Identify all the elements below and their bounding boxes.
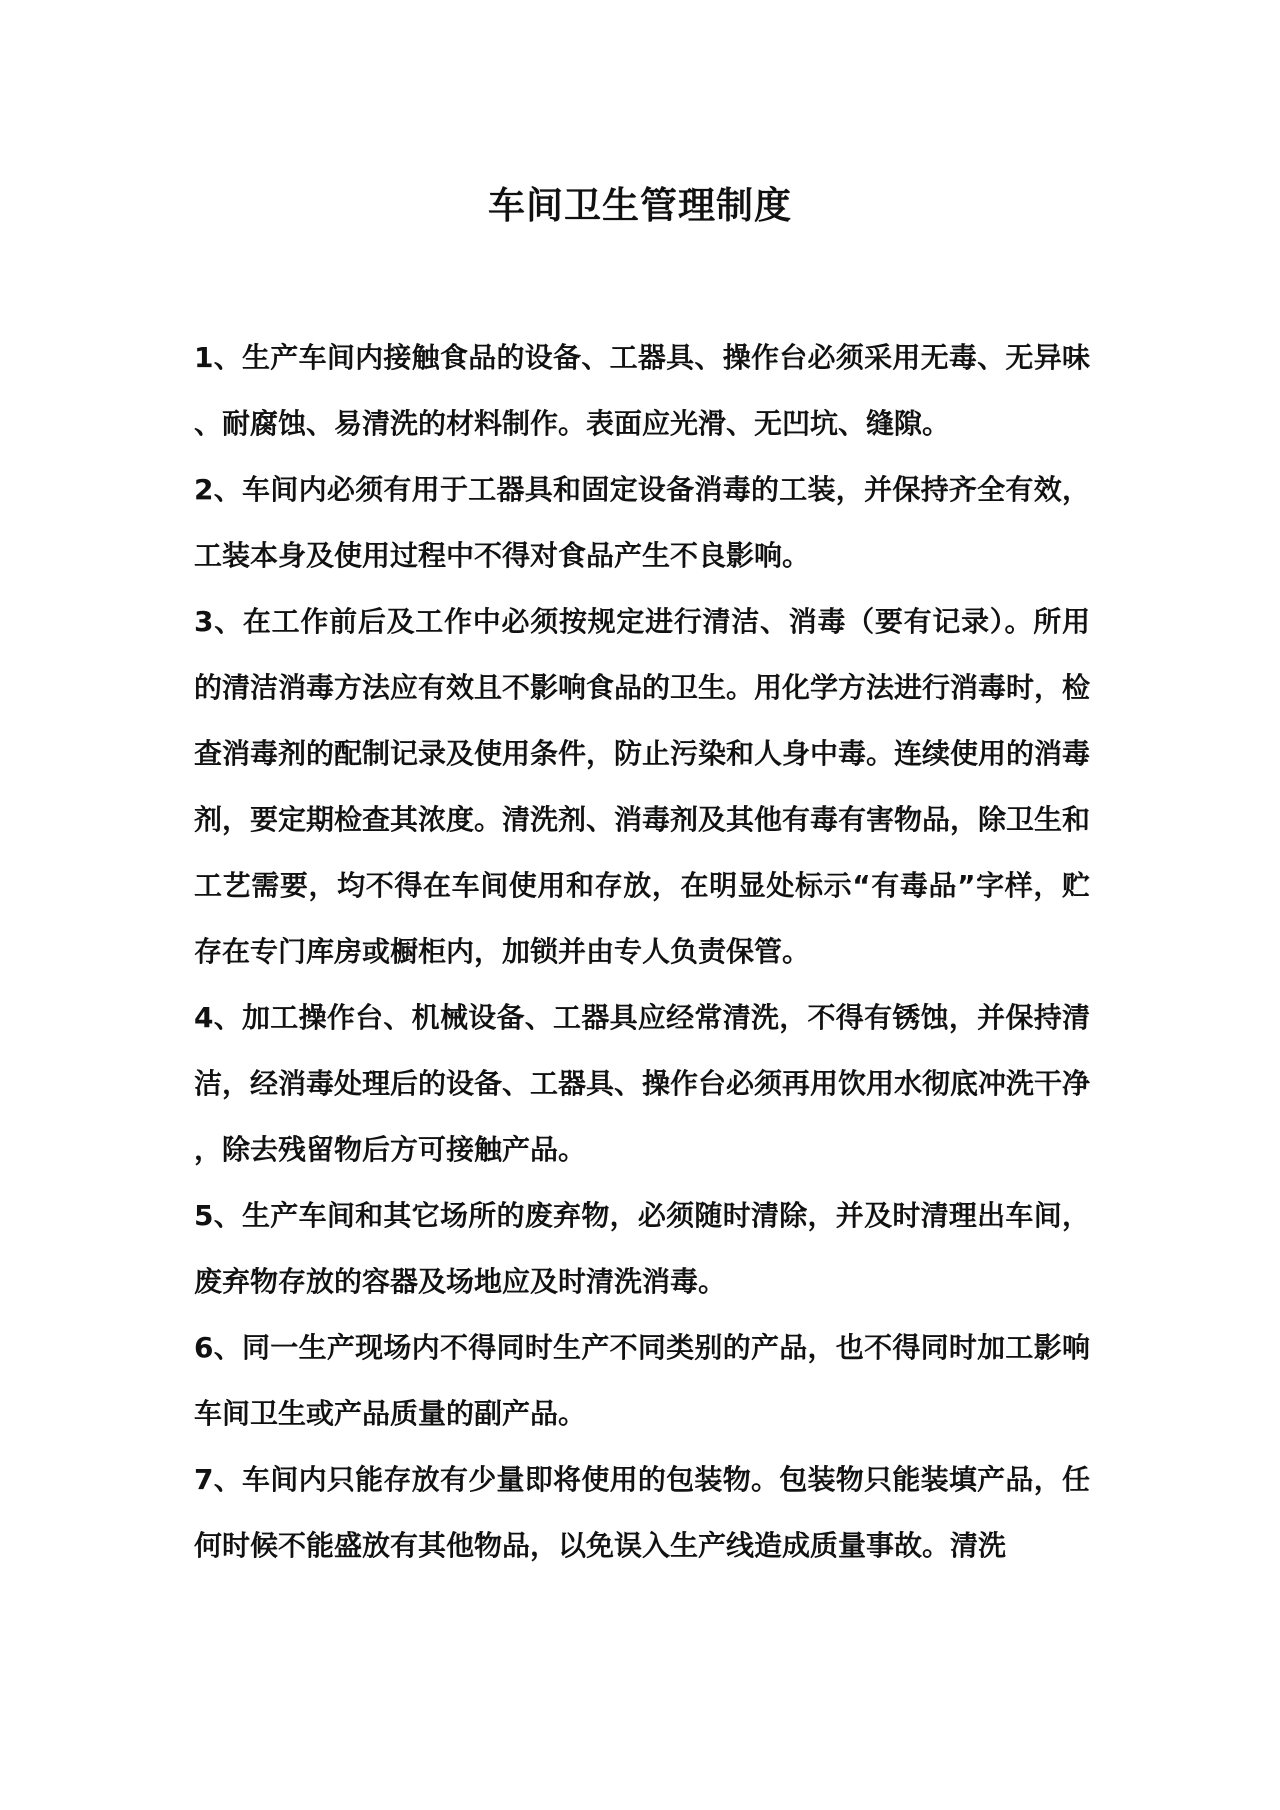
paragraph-3: 3、在工作前后及工作中必须按规定进行清洁、消毒（要有记录）。所用的清洁消毒方法应有效且不影响食品的卫生。用化学方法进行消毒时，检查消毒剂的配制记录及使用条件，防止污染和人身中毒。连续使用的消毒剂，要定期检查其浓度。清洗剂、消毒剂及其他有毒有害物品，除卫生和工艺需要，均不得在车间使用和存放，在明显处标示“有毒品”字样，贮存在专门库房或橱柜内，加锁并由专人负责保管。 [194, 605, 1091, 968]
paragraph-5: 5、生产车间和其它场所的废弃物，必须随时清除，并及时清理出车间，废弃物存放的容器及场地应及时清洗消毒。 [194, 1199, 1090, 1298]
document-body [194, 325, 1090, 1579]
paragraph-6: 6、同一生产现场内不得同时生产不同类别的产品，也不得同时加工影响车间卫生或产品质量的副产品。 [194, 1331, 1090, 1430]
paragraph-2: 2、车间内必须有用于工器具和固定设备消毒的工装，并保持齐全有效，工装本身及使用过程中不得对食品产生不良影响。 [194, 473, 1090, 572]
document-title: 车间卫生管理制度 [488, 184, 792, 227]
paragraph-7: 7、车间内只能存放有少量即将使用的包装物。包装物只能装填产品，任何时候不能盛放有其他物品，以免误入生产线造成质量事故。清洗 [194, 1463, 1090, 1562]
paragraph-1: 1、生产车间内接触食品的设备、工器具、操作台必须采用无毒、无异味、耐腐蚀、易清洗的材料制作。表面应光滑、无凹坑、缝隙。 [194, 341, 1090, 440]
paragraph-4: 4、加工操作台、机械设备、工器具应经常清洗，不得有锈蚀，并保持清洁，经消毒处理后的设备、工器具、操作台必须再用饮用水彻底冲洗干净，除去残留物后方可接触产品。 [194, 1001, 1091, 1166]
